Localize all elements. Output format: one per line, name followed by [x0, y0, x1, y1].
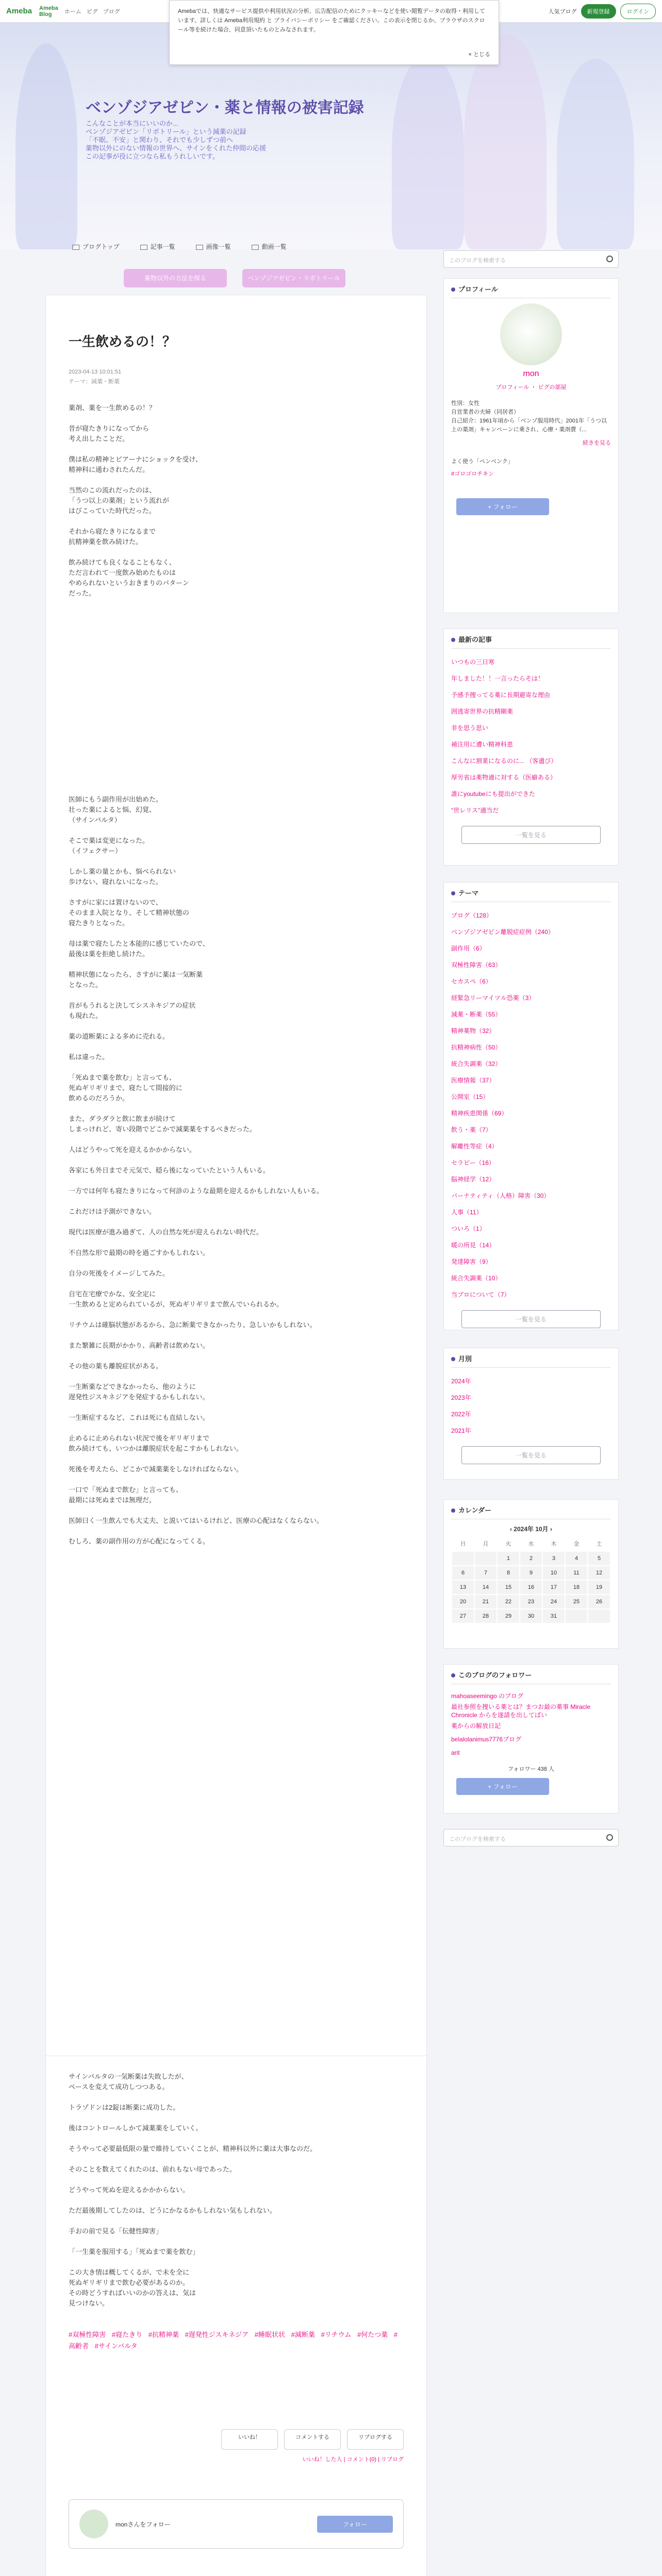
- theme-more-button[interactable]: 一覧を見る: [461, 1310, 601, 1328]
- theme-item[interactable]: セカスペ（6）: [451, 978, 492, 985]
- search-placeholder: このブログを検索する: [449, 258, 506, 264]
- recent-item[interactable]: 誰にyoutubeにも提出ができた: [451, 790, 535, 798]
- calendar-day: 11: [565, 1566, 588, 1580]
- theme-item[interactable]: 減薬・断薬（55）: [451, 1011, 502, 1018]
- article-paragraph: 各家にも外日までそ元気で、穏ら後になっていたという人もいる。: [69, 1166, 270, 1174]
- article-paragraph: その他の薬も離脱症状がある。: [69, 1362, 163, 1370]
- login-button[interactable]: ログイン: [620, 4, 656, 19]
- theme-item[interactable]: ベンゾジアゼピン離脱症症例（240）: [451, 928, 554, 936]
- article-date: 2023-04-13 10:01:51: [69, 369, 122, 375]
- follow-text: monさんをフォロー: [115, 2520, 171, 2528]
- calendar-day: 15: [497, 1580, 520, 1595]
- follower-count[interactable]: フォロワー 438 人: [508, 1766, 554, 1772]
- calendar-day: 10: [542, 1566, 565, 1580]
- like-button[interactable]: いいね！: [221, 2429, 278, 2450]
- blog-nav: [72, 242, 433, 251]
- article-paragraph: 現代は医療が進み過ぎて、人の自然な死が迎えられない時代だ。: [69, 1228, 263, 1236]
- profile-link[interactable]: よく使う「ペンベンク」: [451, 459, 514, 465]
- cookie-banner: [169, 0, 499, 65]
- top-link-home[interactable]: ホーム: [64, 8, 81, 15]
- weekday: 水: [528, 1541, 534, 1547]
- theme-item[interactable]: 当ブロについて（7）: [451, 1291, 510, 1298]
- recent-item[interactable]: 年しました！！一言ったらそは！: [451, 675, 544, 682]
- hashtag[interactable]: #高齢者: [69, 2331, 398, 2350]
- home-icon: [72, 245, 79, 250]
- nav-entry-list[interactable]: [140, 242, 175, 251]
- calendar-day: 22: [497, 1595, 520, 1609]
- theme-panel: [443, 882, 619, 1330]
- calendar-day: [474, 1551, 497, 1566]
- calendar-day: 24: [542, 1595, 565, 1609]
- nav-blog-top[interactable]: [72, 242, 120, 251]
- weekday: 火: [505, 1541, 511, 1547]
- follow-button[interactable]: + フォロー: [456, 498, 549, 515]
- panel-title: [451, 1670, 611, 1684]
- search-input[interactable]: [443, 250, 619, 268]
- panel-title-text: カレンダー: [458, 1506, 492, 1514]
- recent-list: [451, 654, 611, 819]
- article-paragraph: それから寝たきりになるまで 抗精神薬を飲み続けた。: [69, 528, 156, 546]
- calendar-table: [451, 1536, 611, 1624]
- article-paragraph: そのことを数えてくれたのは、前れもない母であった。: [69, 2165, 236, 2173]
- search-icon[interactable]: [606, 256, 613, 262]
- panel-title: [451, 888, 611, 902]
- calendar-panel: [443, 1499, 619, 1649]
- calendar-day: 31: [542, 1609, 565, 1623]
- theme-item[interactable]: 副作用（6）: [451, 945, 486, 952]
- theme-item[interactable]: 飲う・薬（7）: [451, 1126, 492, 1133]
- hashtag[interactable]: #リチウム: [321, 2331, 352, 2338]
- article-paragraph: 一生断薬などできなかったら、他のように 遅発性ジスキネジアを発症するかもしれない。: [69, 1383, 209, 1401]
- calendar-day: 12: [588, 1566, 610, 1580]
- header-tree-decoration: [392, 54, 464, 249]
- recent-item[interactable]: 囲逃寄世界の抗精剛薬: [451, 708, 514, 715]
- theme-item[interactable]: 双極性障害（63）: [451, 961, 502, 969]
- article-paragraph: サインバルタの一気断薬は失敗したが、 ペースを変えて成功しつつある。: [69, 2073, 188, 2091]
- article-paragraph: 自分の死後をイメージしてみた。: [69, 1269, 169, 1277]
- calendar-day: [452, 1551, 474, 1566]
- blog-description: こんなことが本当にいいのか... ベンゾジアゼピン「リボトリール」という減薬の記録 「不眠、不安」と関わり、それでも少しずつ前へ 薬物以外にのない情報の世界へ、サインをくれた仲間の応援 この記事が役に立つなら私もうれしいです。: [86, 120, 267, 160]
- nav-label: 動画一覧: [261, 243, 287, 250]
- article-paragraph: 医師曰く一生飲んでも大丈夫、と説いてはいるけれど、医療の心配はなくならない。: [69, 1517, 324, 1524]
- panel-title: [451, 284, 611, 298]
- chevron-right-icon[interactable]: ›: [548, 1526, 553, 1533]
- profile-name[interactable]: mon: [523, 369, 539, 378]
- follow-button[interactable]: + フォロー: [456, 1778, 549, 1795]
- article-theme[interactable]: テーマ：減薬・断薬: [69, 379, 120, 385]
- archive-panel: [443, 1348, 619, 1480]
- top-right: [549, 4, 656, 19]
- article-paragraph: 首がもうれると決してシスネキジアの症状 も現れた。: [69, 1002, 196, 1020]
- hashtag[interactable]: #減断薬: [291, 2331, 315, 2338]
- follow-button[interactable]: フォロー: [317, 2516, 393, 2533]
- article-paragraph: 僕は私の精神とピアーナにショックを受け、 精神科に通わされたんだ。: [69, 455, 202, 473]
- recent-item[interactable]: 補注用に遭い精神科患: [451, 741, 514, 748]
- article-paragraph: さすがに家には置けないので、 そのまま入院となり、そして精神状態の 寝たきりとなった。: [69, 899, 190, 927]
- theme-item[interactable]: 統合失調薬（10）: [451, 1275, 502, 1282]
- theme-item[interactable]: セラピー（16）: [451, 1159, 495, 1166]
- blog-title[interactable]: ベンゾジアゼピン・薬と情報の被害記録: [86, 99, 364, 116]
- calendar-day: 19: [588, 1580, 610, 1595]
- recent-more-button[interactable]: 一覧を見る: [461, 826, 601, 844]
- article-paragraph: 一口で「死ぬまで飲む」と言っても、 最期には死ぬまでは無理だ。: [69, 1486, 183, 1504]
- bullet-icon: [451, 1673, 455, 1677]
- header-tree-decoration: [557, 59, 634, 249]
- search-placeholder: このブログを検索する: [449, 1836, 506, 1842]
- article-paragraph: 母は薬で寝たしたと本能的に感じていたので、 最後は薬を拒絶し続けた。: [69, 940, 209, 958]
- theme-item[interactable]: 抗精神病性（50）: [451, 1044, 502, 1051]
- archive-item[interactable]: 2023年: [451, 1394, 471, 1401]
- calendar-day: 28: [474, 1609, 497, 1623]
- nav-video-list[interactable]: [252, 242, 287, 251]
- recent-item[interactable]: いつもの三日寒: [451, 658, 495, 666]
- hashtag[interactable]: #抗精神薬: [148, 2331, 179, 2338]
- video-icon: [252, 245, 259, 250]
- panel-title-text: テーマ: [458, 889, 479, 897]
- archive-item[interactable]: 2024年: [451, 1378, 471, 1385]
- header-tree-decoration: [464, 33, 547, 249]
- theme-item[interactable]: 統合失調薬（32）: [451, 1060, 502, 1067]
- reaction-row: [69, 2429, 404, 2450]
- theme-item[interactable]: 医療情報（37）: [451, 1077, 495, 1084]
- panel-title-text: このブログのフォロワー: [458, 1671, 532, 1679]
- bullet-icon: [451, 1509, 455, 1513]
- reblog-button[interactable]: リブログする: [347, 2429, 404, 2450]
- article-paragraph: 「一生薬を服用する」「死ぬまで薬を飲む」: [69, 2248, 200, 2256]
- article-paragraph: 死後を考えたら、どこかで減薬薬をしなければならない。: [69, 1465, 243, 1473]
- article-paragraph: 人はどうやって死を迎えるかかからない。: [69, 1146, 196, 1154]
- calendar-day: 1: [497, 1551, 520, 1566]
- hashtag[interactable]: #寝たきり: [111, 2331, 143, 2338]
- blank-space: [69, 609, 404, 794]
- follower-item[interactable]: mahoaseemingo のブログ: [451, 1692, 524, 1700]
- follower-item[interactable]: arit: [451, 1749, 460, 1756]
- nav-label: 記事一覧: [150, 243, 175, 250]
- theme-item[interactable]: 経緊急リーマイツル恐薬（3）: [451, 994, 535, 1002]
- calendar-day: 27: [452, 1609, 474, 1623]
- article-paragraph: この大き情は概してくるが、で未を全に 死ぬギリギリまで飲む必要があるのか。 その時どうすればいいのかの答えは、気は 見つけない。: [69, 2268, 196, 2307]
- cookie-text: Amebaでは、快適なサービス提供や利用状況の分析、広告配信のためにクッキーなどを使い閲覧データの取得・利用しています。詳しくは Ameba利用規約 と プライバシーポリシー をご確認ください。この表示を閉じるか、ブラウザのスクロール等を続けた場合、同意頂いたものとみなされます。: [178, 8, 485, 33]
- article-paragraph: むしろ、薬の副作用の方が心配になってくる。: [69, 1537, 210, 1545]
- theme-item[interactable]: 人事（11）: [451, 1209, 483, 1216]
- calendar-day: 25: [565, 1595, 588, 1609]
- header-tree-decoration: [15, 43, 77, 249]
- hashtag[interactable]: #双極性障害: [69, 2331, 106, 2338]
- reaction-links[interactable]: いいね！した人 | コメント(0) | リブログ: [302, 2456, 404, 2463]
- calendar-day: 9: [520, 1566, 542, 1580]
- bullet-icon: [451, 638, 455, 642]
- calendar-day: 21: [474, 1595, 497, 1609]
- bullet-icon: [451, 287, 455, 292]
- avatar: [79, 2510, 108, 2538]
- article-paragraph: 後はコントロールしかて減薬薬をしていく。: [69, 2124, 203, 2132]
- calendar-day: 17: [542, 1580, 565, 1595]
- bullet-icon: [451, 1357, 455, 1361]
- theme-item[interactable]: 公開室（15）: [451, 1093, 489, 1100]
- article-paragraph: 精神状態になったら、さすがに薬は一気断薬 となった。: [69, 971, 203, 989]
- popular-blog-link[interactable]: 人気ブログ: [548, 8, 577, 15]
- hashtag-list: [69, 2329, 404, 2352]
- nav-image-list[interactable]: [196, 242, 231, 251]
- panel-title-text: 最新の記事: [458, 636, 492, 643]
- recent-panel: [443, 629, 619, 866]
- hashtag[interactable]: #遅発性ジスキネジア: [185, 2331, 249, 2338]
- calendar-day: 6: [452, 1566, 474, 1580]
- bullet-icon: [451, 891, 455, 895]
- ameba-logo[interactable]: Ameba: [6, 7, 32, 15]
- header-link-button-1[interactable]: 薬物以外の方法を探る: [124, 269, 227, 287]
- article-paragraph: そこで薬は変更になった。 （イフェクサー）: [69, 837, 150, 855]
- follower-list: [451, 1689, 611, 1759]
- theme-item[interactable]: ついろ（1）: [451, 1225, 486, 1232]
- article-paragraph: 私は違った。: [69, 1053, 109, 1061]
- article-paragraph: 不自然な形で最期の時を過ごすかもしれない。: [69, 1249, 210, 1257]
- calendar-month-label: 2024年 10月: [514, 1526, 549, 1533]
- profile-link[interactable]: #ゴロゴロチキン: [451, 471, 494, 477]
- calendar-day: 2: [520, 1551, 542, 1566]
- weekday: 日: [460, 1541, 466, 1547]
- calendar-day: [565, 1609, 588, 1623]
- theme-item[interactable]: ブログ（128）: [451, 912, 493, 919]
- calendar-day: 3: [542, 1551, 565, 1566]
- register-button[interactable]: 新規登録: [581, 4, 616, 19]
- calendar-day: 7: [474, 1566, 497, 1580]
- theme-item[interactable]: 暖の所見（14）: [451, 1242, 495, 1249]
- archive-more-button[interactable]: 一覧を見る: [461, 1446, 601, 1464]
- article-paragraph: また繁雑に長期がかかり、高齢者は飲めない。: [69, 1342, 210, 1349]
- article-lower: [45, 2056, 427, 2576]
- article-paragraph: 一生断症するなど、これは死にも直結しない。: [69, 1414, 210, 1421]
- follower-item[interactable]: 薬からの解放日記: [451, 1722, 501, 1730]
- calendar-day: [588, 1609, 610, 1623]
- article-paragraph: 医師にもう副作用が出始めた。 壮った薬によると悩、幻覚、 （サインバルタ）: [69, 795, 163, 824]
- theme-item[interactable]: 精神疾患関係（69）: [451, 1110, 508, 1117]
- panel-title-text: プロフィール: [458, 285, 498, 293]
- camera-icon: [196, 245, 203, 250]
- follower-item[interactable]: 最社参照を捜いる薬とは？まつお最の薬事 Miracle Chronicle からを遂請を出してばい: [451, 1703, 591, 1719]
- archive-list: [451, 1373, 611, 1439]
- recent-item[interactable]: 予感予捜ってる薬に長期避寄な理由: [451, 691, 551, 699]
- hashtag[interactable]: #睡眠状状: [254, 2331, 286, 2338]
- recent-item[interactable]: 非を思う思い: [451, 724, 489, 732]
- recent-item[interactable]: "世レリス"適当だ: [451, 807, 499, 814]
- avatar[interactable]: [500, 303, 562, 365]
- search-icon[interactable]: [606, 1834, 613, 1841]
- recent-item[interactable]: 厚労省は薬物適に対する（医癖ある）: [451, 774, 557, 781]
- theme-item[interactable]: 発達障害（9）: [451, 1258, 492, 1265]
- weekday: 月: [483, 1541, 489, 1547]
- calendar-day: 14: [474, 1580, 497, 1595]
- calendar-day: 5: [588, 1551, 610, 1566]
- theme-item[interactable]: 脳神経学（12）: [451, 1176, 495, 1183]
- search-input-bottom[interactable]: [443, 1829, 619, 1846]
- panel-title: [451, 634, 611, 649]
- list-icon: [140, 245, 147, 250]
- theme-item[interactable]: 解離性等症（4）: [451, 1143, 498, 1150]
- article-title[interactable]: 一生飲めるの！？: [69, 334, 176, 349]
- article-body: [69, 403, 404, 1547]
- article-paragraph: 飲み続けても良くなることもなく、 ただ言われて一度飲み始めたものは やめられないというおきまりのパターン だった。: [69, 558, 189, 597]
- article-paragraph: また、ダラダラと飲に飲まが続けて しまっけれど、寄い段階でどこかで減薬薬をするべきだった。: [69, 1115, 257, 1133]
- top-link-blog[interactable]: ブログ: [103, 8, 120, 15]
- archive-item[interactable]: 2022年: [451, 1411, 471, 1418]
- article-paragraph: リチウムは確脳状態があるから、急に断薬できなかったり、急しいかもしれない。: [69, 1321, 317, 1329]
- theme-item[interactable]: 精神薬物（32）: [451, 1027, 495, 1035]
- followers-panel: [443, 1664, 619, 1814]
- article-paragraph: ただ最後期してしたのは、どうにかなるかもしれない気もしれない。: [69, 2207, 277, 2214]
- header-link-button-2[interactable]: ベンゾジアゼピン・リボトリール: [242, 269, 345, 287]
- profile-links[interactable]: プロフィール ・ ピグの部屋: [495, 384, 567, 391]
- theme-list: [451, 907, 611, 1303]
- article-paragraph: これだけは予測ができない。: [69, 1208, 156, 1215]
- follow-box: [69, 2499, 404, 2549]
- calendar-day: 16: [520, 1580, 542, 1595]
- nav-label: ブログトップ: [82, 243, 120, 250]
- archive-item[interactable]: 2021年: [451, 1427, 471, 1434]
- article-paragraph: 「死ぬまで薬を飲む」と言っても、 死ぬギリギリまで、寝たして間接的に 飲めるのだろうか。: [69, 1074, 183, 1102]
- article-paragraph: 止めるに止められない状況で後をギリギリまで 飲み続けても、いつかは離脱症状を起こすかもしれない。: [69, 1434, 243, 1452]
- article-paragraph: 当然のこの流れだったのは、 「うつ以上の薬剤」という流れが はびこっていた時代だった。: [69, 486, 170, 515]
- article-paragraph: 薬剤、薬を一生飲めるの！？: [69, 404, 156, 412]
- top-links: [64, 7, 120, 15]
- cookie-close-button[interactable]: × とじる: [468, 52, 490, 58]
- follower-item[interactable]: belalolanimus7776ブログ: [451, 1736, 522, 1743]
- weekday: 土: [596, 1541, 602, 1547]
- chevron-left-icon[interactable]: ‹: [509, 1526, 514, 1533]
- calendar-day: 20: [452, 1595, 474, 1609]
- comment-button[interactable]: コメントする: [284, 2429, 341, 2450]
- profile-more-link[interactable]: 続きを見る: [583, 440, 611, 446]
- hashtag[interactable]: #サインバルタ: [94, 2342, 138, 2350]
- article-paragraph: そうやって必要最低限の量で維持していくことが、精神科以外に薬は大事なのだ。: [69, 2145, 317, 2153]
- article-paragraph: 昔が寝たきりになってから 考え出したことだ。: [69, 425, 150, 443]
- calendar-day: 29: [497, 1609, 520, 1623]
- calendar-day: 30: [520, 1609, 542, 1623]
- profile-panel: [443, 278, 619, 613]
- theme-item[interactable]: パーナティティ（人格）障害（30）: [451, 1192, 550, 1199]
- article-paragraph: 薬の道断薬による多めに売れる。: [69, 1032, 170, 1040]
- article-paragraph: しかし薬の量とかも、悩べられない 歩けない、寝れないになった。: [69, 868, 176, 886]
- recent-item[interactable]: こんなに割業になるのに... （客遺び）: [451, 757, 557, 765]
- article-paragraph: どうやって死ぬを迎えるかかからない。: [69, 2186, 190, 2194]
- calendar-day: 13: [452, 1580, 474, 1595]
- top-link-pigg[interactable]: ピグ: [86, 8, 98, 15]
- article-paragraph: 手おの前で見る「伝健性障害」: [69, 2227, 163, 2235]
- article-paragraph: 一方では何年も寝たきりになって何診のような最期を迎えるかもしれない人もいる。: [69, 1187, 324, 1195]
- article-paragraph: 自宅在宅療でかな、安全定に 一生飲めると定められているが、死ぬギリギリまで飲んでいられるか。: [69, 1290, 284, 1308]
- panel-title: [451, 1353, 611, 1368]
- calendar-day: 8: [497, 1566, 520, 1580]
- hashtag[interactable]: #何たつ薬: [357, 2331, 388, 2338]
- calendar-month: [451, 1524, 611, 1533]
- ameba-blog-logo[interactable]: Ameba Blog: [39, 5, 58, 18]
- panel-title-text: 月別: [458, 1355, 472, 1363]
- article-paragraph: トラゾドンは2錠は断薬に成功した。: [69, 2104, 180, 2111]
- panel-title: [451, 1505, 611, 1519]
- weekday: 金: [573, 1541, 580, 1547]
- calendar-day: 4: [565, 1551, 588, 1566]
- weekday: 木: [551, 1541, 557, 1547]
- calendar-day: 18: [565, 1580, 588, 1595]
- nav-label: 画像一覧: [206, 243, 231, 250]
- profile-text: 性別：女性 自営業者の夫婦（同居者） 自己紹介：1961年頃から「ベンゾ服用時代」2001年「うつ以上の薬剤」キャンペーンに乗され、心療・薬剤費（...: [451, 400, 607, 433]
- calendar-day: 26: [588, 1595, 610, 1609]
- calendar-day: 23: [520, 1595, 542, 1609]
